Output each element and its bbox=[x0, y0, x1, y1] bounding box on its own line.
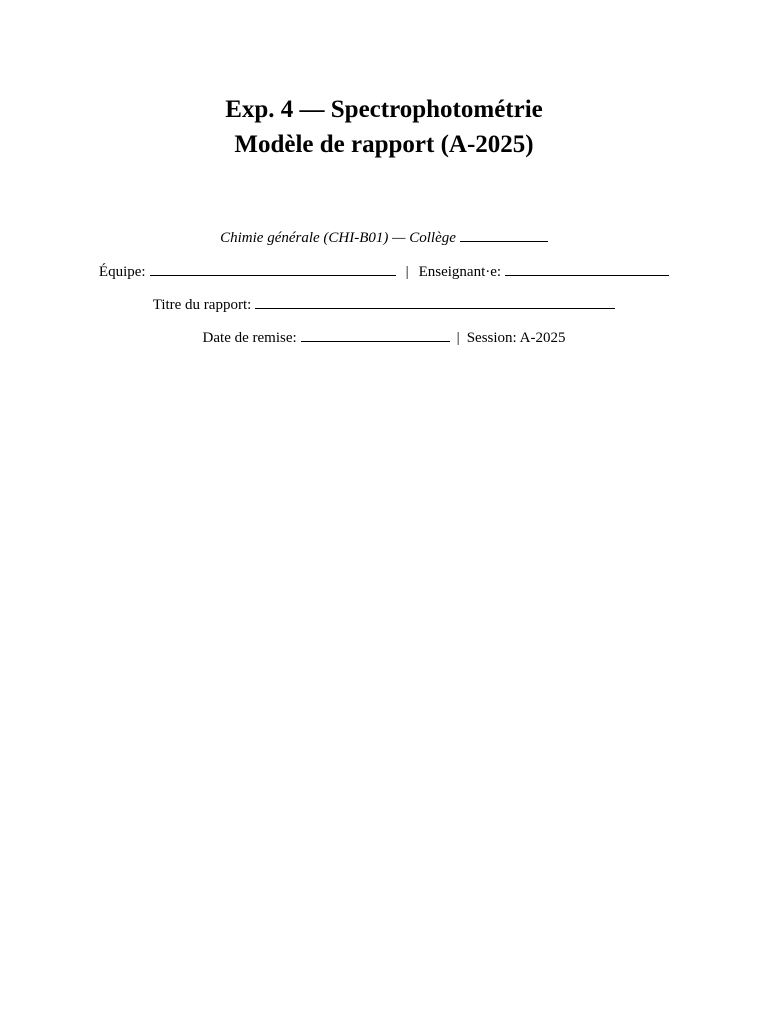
team-blank-field[interactable] bbox=[150, 261, 396, 276]
teacher-label: Enseignant·e: bbox=[418, 264, 502, 280]
report-title-label: Titre du rapport: bbox=[152, 297, 252, 313]
field-separator: | bbox=[405, 264, 409, 280]
title-line-1: Exp. 4 — Spectrophotométrie bbox=[225, 96, 543, 123]
title-line-2: Modèle de rapport (A-2025) bbox=[234, 131, 534, 158]
report-title-line bbox=[0, 294, 768, 315]
teacher-blank-field[interactable] bbox=[505, 261, 669, 276]
team-label: Équipe: bbox=[98, 264, 146, 280]
due-date-label: Date de remise: bbox=[202, 330, 297, 346]
report-title-blank-field[interactable] bbox=[255, 294, 615, 309]
date-separator: | bbox=[456, 330, 460, 346]
due-date-blank-field[interactable] bbox=[301, 327, 450, 342]
course-line bbox=[0, 227, 768, 248]
session-label: Session: A-2025 bbox=[466, 330, 566, 346]
college-blank-field[interactable] bbox=[460, 227, 548, 242]
document-title bbox=[0, 92, 768, 162]
course-label: Chimie générale (CHI-B01) — Collège bbox=[220, 230, 456, 246]
date-session-line bbox=[0, 327, 768, 348]
team-teacher-line bbox=[0, 261, 768, 282]
